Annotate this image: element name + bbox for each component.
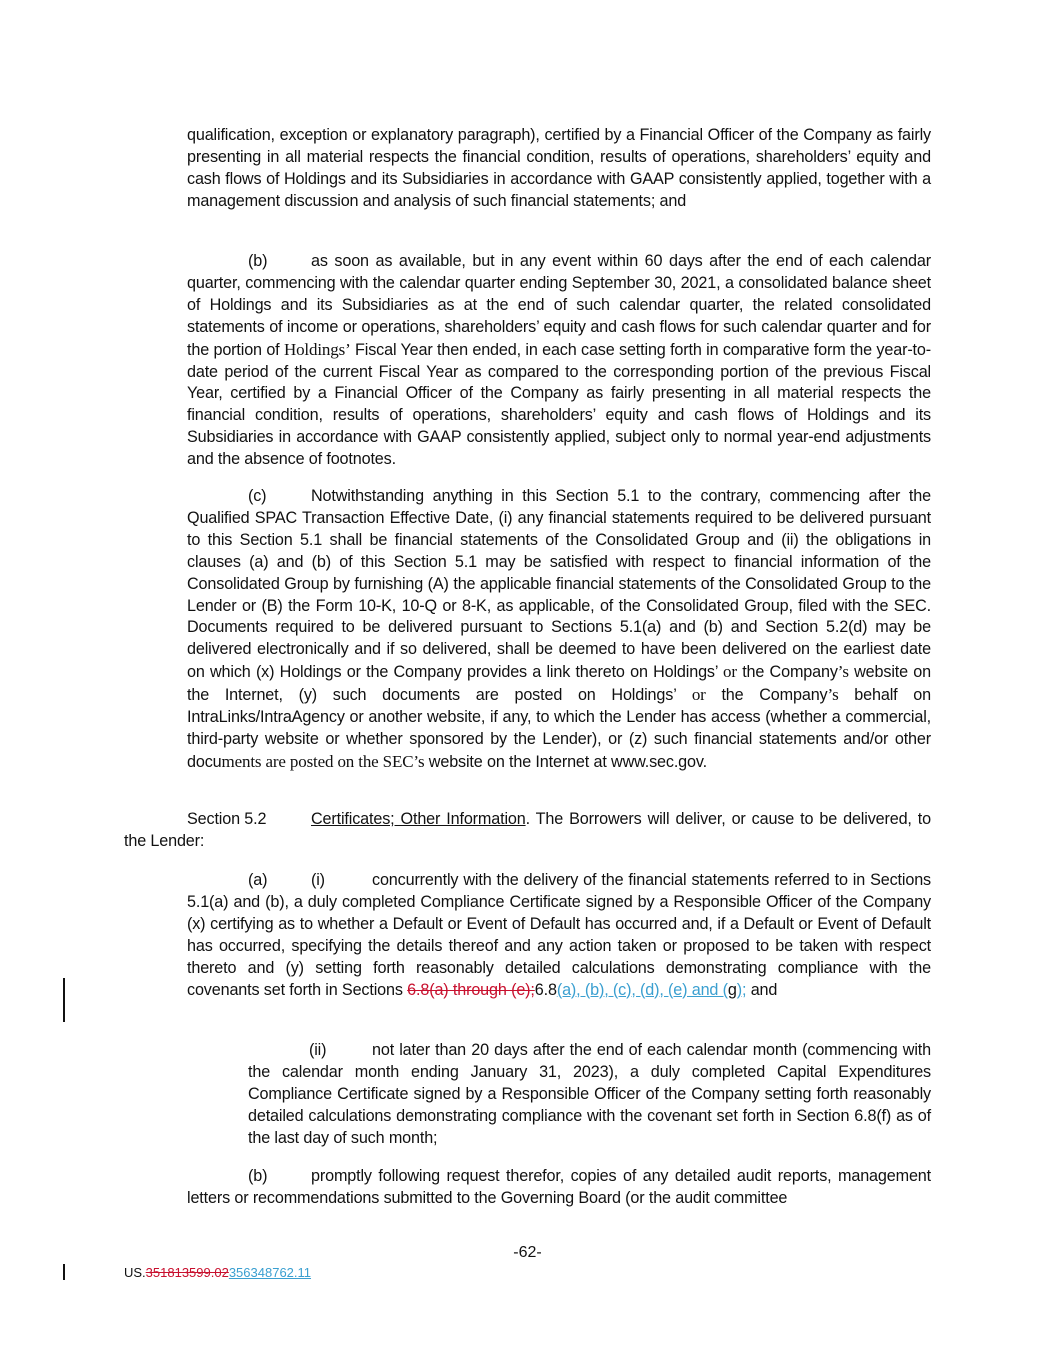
subclause-label: (ii): [309, 1041, 327, 1059]
deleted-text: 6.8(a) through (e);: [407, 980, 535, 999]
paragraph-text: the Company: [705, 686, 828, 705]
doc-id-inserted: 356348762.11: [228, 1265, 312, 1280]
paragraph-text: the Company: [736, 663, 838, 682]
clause-label: (a): [248, 871, 268, 889]
paragraph-text: qualification, exception or explanatory paragraph), certified by a Financial Officer of the Company as fairly presenting in all material respects the financial condition, results of operations, shareholders’ equity and cash flows of Holdings and its Subsidiaries in accordance with GAAP consistently applied, together with a management discussion and analysis of such financial statements; and: [187, 126, 931, 210]
doc-id-deleted: 351813599.02: [145, 1265, 229, 1280]
paragraph-5-1-a-continuation: [187, 125, 931, 213]
change-bar: [63, 978, 65, 1022]
paragraph-text: Fiscal Year then ended, in each case setting forth in comparative form the year-to-date period of the current Fiscal Year as compared to the corresponding portion of the previous Fiscal Year, certified by a Financial Officer of the Company as fairly presenting in all material respects the financial condition, results of operations, shareholders’ equity and cash flows of Holdings and its Subsidiaries in accordance with GAAP consistently applied, subject only to normal year-end adjustments and the absence of footnotes.: [187, 340, 931, 469]
inserted-text: );: [736, 980, 747, 999]
paragraph-text: behalf on IntraLinks/IntraAgency or another website, if any, to which the Lender has access (whether a commercial, third-party website or whether sponsored by the Lender), or (z) such financial statements and/or other docu: [187, 686, 931, 771]
clause-label: (c): [248, 487, 267, 505]
document-id: [124, 1265, 311, 1280]
paragraph-text: website on the Internet at www.sec.gov.: [424, 752, 707, 771]
paragraph-5-2-b: [187, 1166, 931, 1210]
change-bar: [63, 1264, 65, 1280]
paragraph-text: Notwithstanding anything in this Section 5.1 to the contrary, commencing after the Qualified SPAC Transaction Effective Date, (i) any financial statements required to be delivered pursuant to this Section 5.1 shall be financial statements of the Consolidated Group and (ii) the obligations in clauses (a) and (b) of this Section 5.1 may be satisfied with respect to financial information of the Consolidated Group by furnishing (A) the applicable financial statements of the Consolidated Group to the Lender or (B) the Form 10-K, 10-Q or 8-K, as applicable, of the Consolidated Group, filed with the SEC. Documents required to be delivered pursuant to Sections 5.1(a) and (b) and Section 5.2(d) may be delivered electronically and if so delivered, shall be deemed to have been delivered on the earliest date on which (x) Holdings or the Company provides a link thereto on Holdings’: [187, 487, 931, 682]
paragraph-text-serif: ’s: [837, 662, 849, 682]
paragraph-text: website on the Internet, (y) such documents are posted on Holdings’: [187, 663, 931, 705]
paragraph-text: not later than 20 days after the end of each calendar month (commencing with the calendar month ending January 31, 2023), a duly completed Capital Expenditures Compliance Certificate signed by a Responsible Officer of the Company setting forth reasonably detailed calculations demonstrating compliance with the covenant set forth in Section 6.8(f) as of the last day of such month;: [248, 1041, 931, 1147]
clause-label: (b): [248, 252, 268, 270]
paragraph-text: g: [727, 980, 737, 999]
paragraph-5-2-a-i: [187, 870, 931, 1001]
paragraph-text: 6.8: [534, 980, 557, 999]
subclause-label: (i): [311, 871, 325, 889]
paragraph-5-2-a-ii: [248, 1040, 931, 1150]
section-number: Section 5.2: [187, 810, 267, 828]
paragraph-text: . The Borrowers will deliver, or cause to be delivered, to the Lender:: [124, 810, 931, 850]
page-number: -62-: [513, 1244, 542, 1261]
paragraph-text-serif: Holdings’: [283, 339, 351, 359]
doc-id-prefix: US.: [124, 1265, 146, 1280]
paragraph-text-serif: or: [691, 685, 706, 705]
paragraph-text: concurrently with the delivery of the financial statements referred to in Sections 5.1(a) and (b), a duly completed Compliance Certificate signed by a Responsible Officer of the Company (x) certifying as to whether a Default or Event of Default has occurred and, if a Default or Event of Default has occurred, specifying the details thereof and any action taken or proposed to be taken with respect thereto and (y) setting forth reasonably detailed calculations demonstrating compliance with the covenants set forth in Sections: [187, 871, 931, 999]
paragraph-text: promptly following request therefor, copies of any detailed audit reports, management letters or recommendations submitted to the Governing Board (or the audit committee: [187, 1167, 931, 1207]
paragraph-text-serif: ’s: [827, 685, 839, 705]
section-5-2-heading: [124, 809, 931, 853]
inserted-text: (a), (b), (c), (d), (e) and (: [556, 980, 728, 999]
paragraph-text: as soon as available, but in any event within 60 days after the end of each calendar quarter, commencing with the calendar quarter ending September 30, 2021, a consolidated balance sheet of Holdings and its Subsidiaries as at the end of such calendar quarter, the related consolidated statements of income or operations, shareholders’ equity and cash flows for such calendar quarter and for the portion of: [187, 252, 931, 359]
paragraph-text-serif: ments are posted on the SEC’s: [221, 751, 425, 771]
section-title: Certificates; Other Information: [311, 810, 526, 828]
clause-label: (b): [248, 1167, 268, 1185]
paragraph-5-1-c: [187, 486, 931, 774]
paragraph-5-1-b: [187, 251, 931, 471]
paragraph-text-serif: or: [723, 662, 737, 682]
paragraph-text: and: [746, 980, 778, 999]
